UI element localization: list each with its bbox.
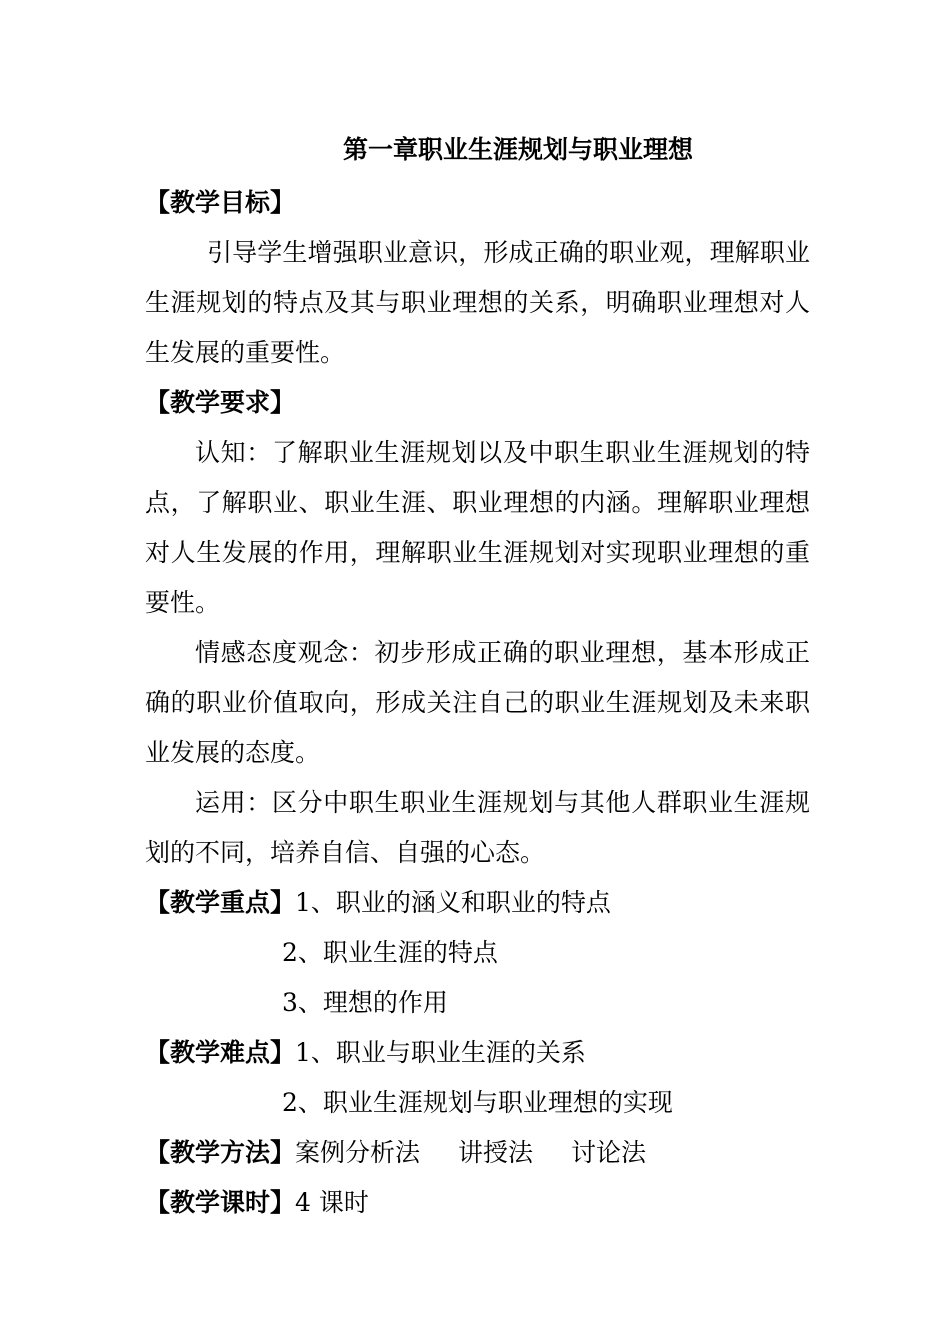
methods-row	[145, 1128, 810, 1178]
key-points-heading: 【教学重点】	[145, 888, 296, 917]
method-item: 讲授法	[458, 1138, 534, 1167]
difficulties-heading: 【教学难点】	[145, 1038, 296, 1067]
difficulties-row	[145, 1028, 810, 1078]
requirements-cognition: 认知：了解职业生涯规划以及中职生职业生涯规划的特点，了解职业、职业生涯、职业理想的内涵。理解职业理想对人生发展的作用，理解职业生涯规划对实现职业理想的重要性。	[145, 438, 810, 617]
hours-row	[145, 1178, 810, 1228]
key-point-item: 1、职业的涵义和职业的特点	[295, 888, 611, 917]
hours-text: 4 课时	[295, 1188, 369, 1217]
requirements-heading: 【教学要求】	[145, 388, 296, 417]
key-points-row	[145, 878, 810, 928]
key-point-item: 2、职业生涯的特点	[282, 938, 498, 967]
method-item: 讨论法	[571, 1138, 647, 1167]
document-title: 第一章职业生涯规划与职业理想	[343, 135, 694, 164]
method-item: 案例分析法	[295, 1138, 421, 1167]
hours-heading: 【教学课时】	[145, 1188, 296, 1217]
objectives-heading: 【教学目标】	[145, 188, 296, 217]
difficulty-item: 2、职业生涯规划与职业理想的实现	[282, 1088, 673, 1117]
document-body	[145, 178, 810, 1228]
methods-heading: 【教学方法】	[145, 1138, 296, 1167]
requirements-application: 运用：区分中职生职业生涯规划与其他人群职业生涯规划的不同，培养自信、自强的心态。	[145, 788, 810, 867]
objectives-text: 引导学生增强职业意识，形成正确的职业观，理解职业生涯规划的特点及其与职业理想的关系，明确职业理想对人生发展的重要性。	[145, 238, 810, 367]
key-point-item: 3、理想的作用	[282, 988, 448, 1017]
requirements-emotion: 情感态度观念：初步形成正确的职业理想，基本形成正确的职业价值取向，形成关注自己的职业生涯规划及未来职业发展的态度。	[145, 638, 810, 767]
difficulty-item: 1、职业与职业生涯的关系	[295, 1038, 586, 1067]
